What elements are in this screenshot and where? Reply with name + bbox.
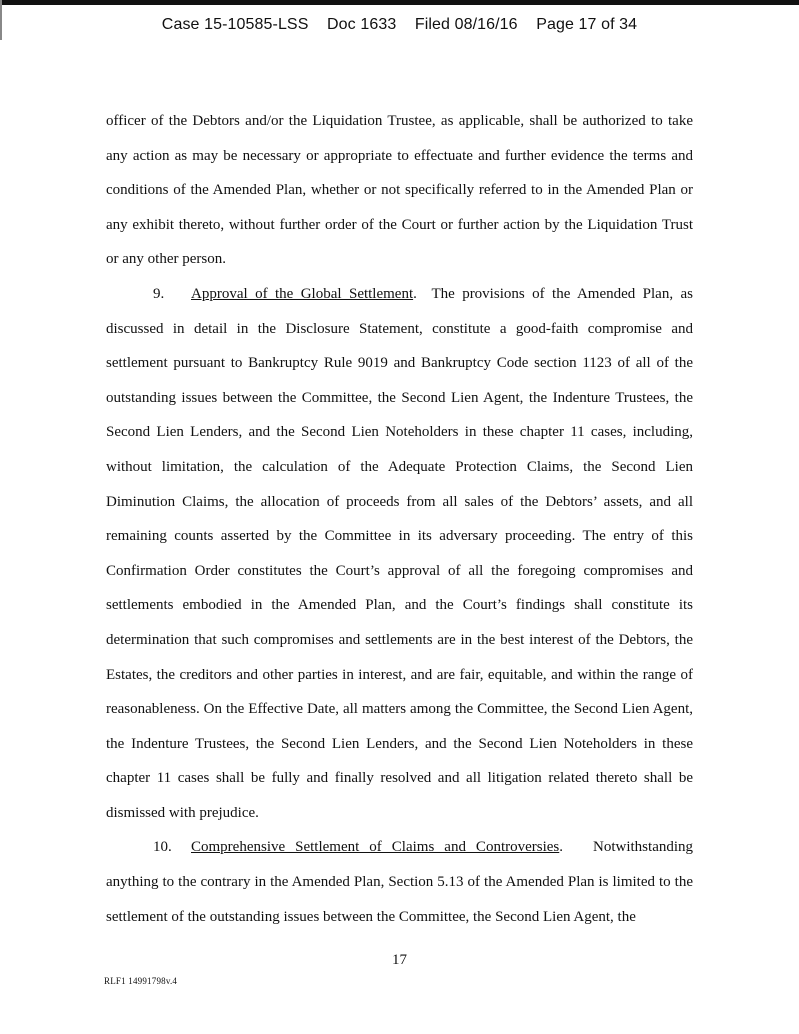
paragraph-text: The provisions of the Amended Plan, as discussed in detail in the Disclosure Statement, constitute a good-faith compromise and settlement pursuant to Bankruptcy Rule 9019 and Bankruptcy Code section 1123 of all of the outstanding issues between the Committee, the Second Lien Agent, the Indenture Trustees, the Second Lien Lenders, and the Second Lien Noteholders in these chapter 11 cases, including, without limitation, the calculation of the Adequate Protection Claims, the Second Lien Diminution Claims, the allocation of proceeds from all sales of the Debtors’ assets, and all remaining counts asserted by the Committee in its adversary proceeding. The entry of this Confirmation Order constitutes the Court’s approval of all the foregoing compromises and settlements embodied in the Amended Plan, and the Court’s findings shall constitute its determination that such compromises and settlements are in the best interest of the Debtors, the Estates, the creditors and other parties in interest, and are fair, equitable, and within the range of reasonableness. On the Effective Date, all matters among the Committee, the Second Lien Agent, the Indenture Trustees, the Second Lien Lenders, and the Second Lien Noteholders in these chapter 11 cases shall be fully and finally resolved and all litigation related thereto shall be dismissed with prejudice.	[106, 285, 694, 821]
continuation-paragraph: officer of the Debtors and/or the Liquidation Trustee, as applicable, shall be authorized to take any action as may be necessary or appropriate to effectuate and further evidence the terms and conditions of the Amended Plan, whether or not specifically referred to in the Amended Plan or any exhibit thereto, without further order of the Court or further action by the Liquidation Trust or any other person.	[106, 113, 693, 268]
doc-number: Doc 1633	[327, 16, 397, 33]
page-indicator: Page 17 of 34	[536, 16, 638, 33]
paragraph-heading: Approval of the Global Settlement	[191, 285, 414, 302]
paragraph-10: 10. Comprehensive Settlement of Claims and Controversies. Notwithstanding anything to the contrary in the Amended Plan, Section 5.13 of the Amended Plan is limited to the settlement of the outstanding issues between the Committee, the Second Lien Agent, the	[106, 830, 693, 934]
top-border	[0, 0, 799, 5]
paragraph-9: 9. Approval of the Global Settlement. The provisions of the Amended Plan, as discussed in detail in the Disclosure Statement, constitute a good-faith compromise and settlement pursuant to Bankruptcy Rule 9019 and Bankruptcy Code section 1123 of all of the outstanding issues between the Committee, the Second Lien Agent, the Indenture Trustees, the Second Lien Lenders, and the Second Lien Noteholders in these chapter 11 cases, including, without limitation, the calculation of the Adequate Protection Claims, the Second Lien Diminution Claims, the allocation of proceeds from all sales of the Debtors’ assets, and all remaining counts asserted by the Committee in its adversary proceeding. The entry of this Confirmation Order constitutes the Court’s approval of all the foregoing compromises and settlements embodied in the Amended Plan, and the Court’s findings shall constitute its determination that such compromises and settlements are in the best interest of the Debtors, the Estates, the creditors and other parties in interest, and are fair, equitable, and within the range of reasonableness. On the Effective Date, all matters among the Committee, the Second Lien Agent, the Indenture Trustees, the Second Lien Lenders, and the Second Lien Noteholders in these chapter 11 cases shall be fully and finally resolved and all litigation related thereto shall be dismissed with prejudice.	[106, 277, 693, 831]
document-body	[106, 104, 693, 934]
case-header	[0, 16, 799, 34]
case-number: Case 15-10585-LSS	[161, 16, 309, 33]
document-id: RLF1 14991798v.4	[104, 976, 178, 986]
paragraph-text: Notwithstanding anything to the contrary in the Amended Plan, Section 5.13 of the Amended Plan is limited to the settlement of the outstanding issues between the Committee, the Second Lien Agent, the	[106, 839, 694, 925]
filed-date: Filed 08/16/16	[414, 16, 518, 33]
page-number: 17	[392, 952, 407, 968]
paragraph-heading: Comprehensive Settlement of Claims and Controversies	[191, 839, 560, 856]
paragraph-number: 10.	[153, 839, 172, 856]
paragraph-number: 9.	[153, 285, 165, 302]
